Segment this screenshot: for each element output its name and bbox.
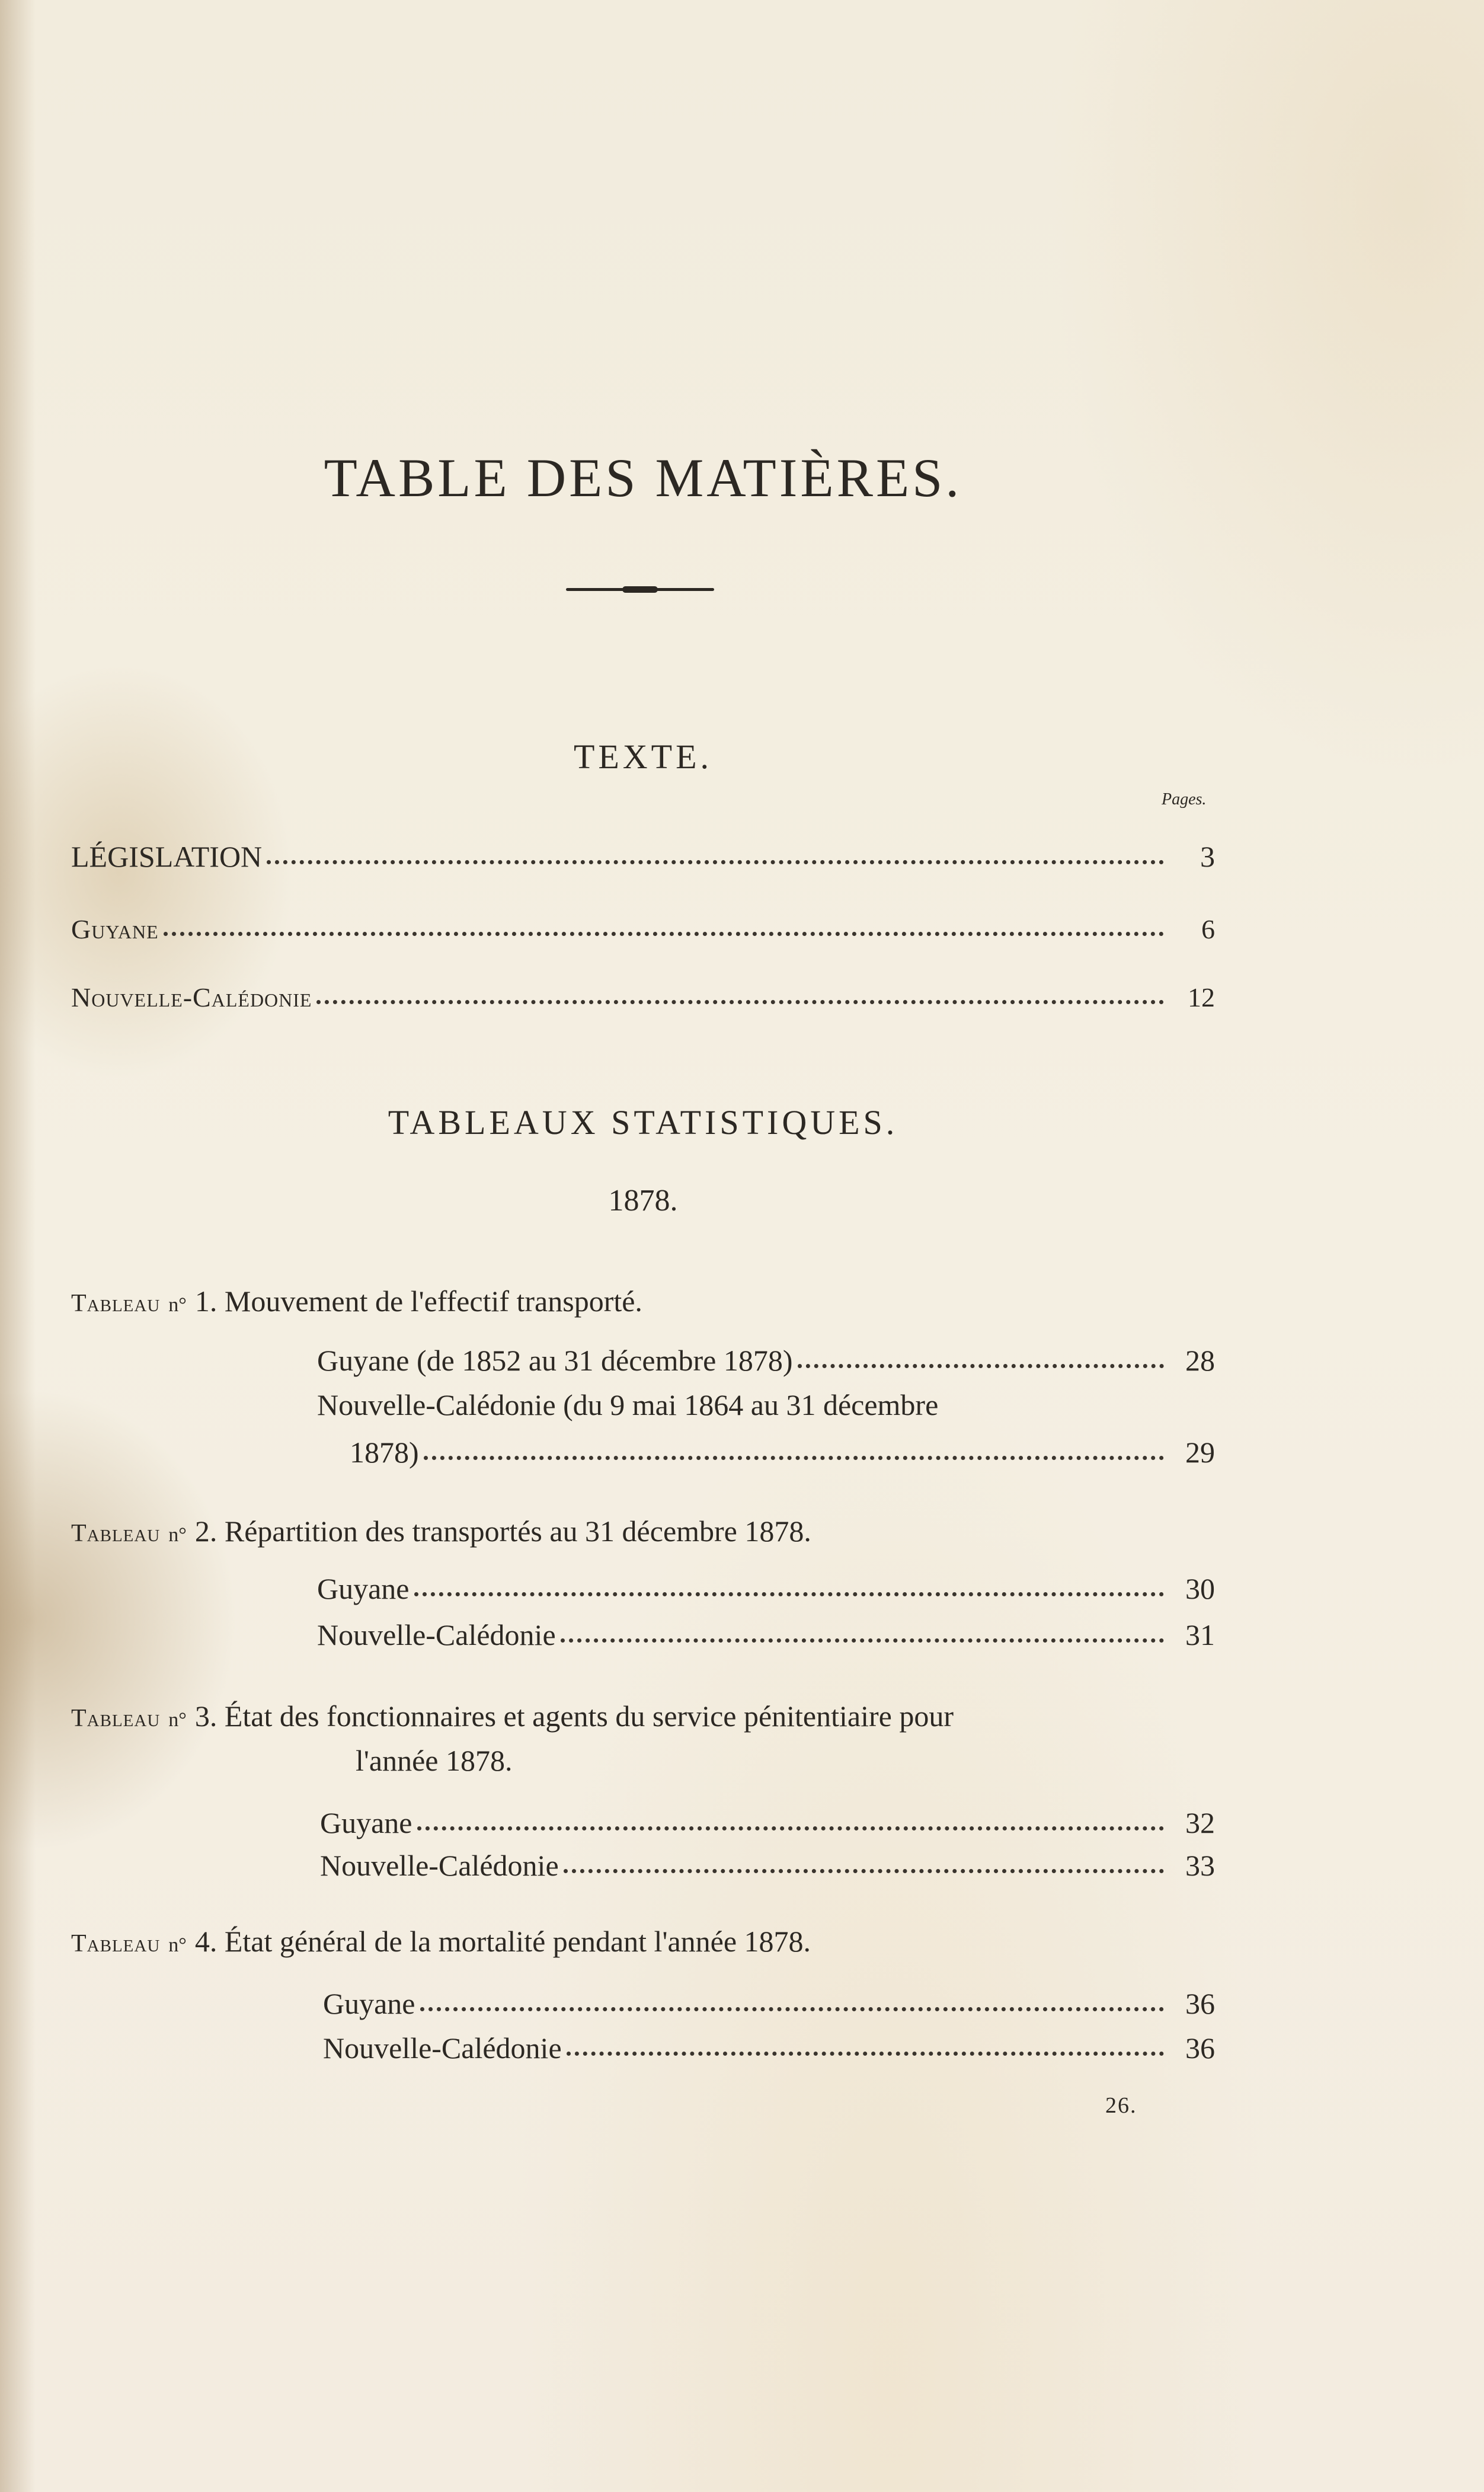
dot-leader bbox=[567, 2052, 1164, 2056]
toc-entry-guyane[interactable] bbox=[71, 916, 1215, 943]
toc-entry-tableau-4-guyane[interactable] bbox=[323, 1989, 1215, 2018]
section-heading-texte: TEXTE. bbox=[573, 737, 713, 776]
toc-entry-label: Nouvelle-Calédonie bbox=[317, 1618, 556, 1651]
page-title: TABLE DES MATIÈRES. bbox=[324, 448, 962, 508]
tableau-number-sign: n° bbox=[168, 1294, 187, 1316]
toc-entry-label: 1878) bbox=[350, 1436, 419, 1469]
toc-entry-label: Guyane bbox=[320, 1806, 412, 1839]
toc-entry-label: LÉGISLATION bbox=[71, 840, 263, 873]
toc-entry-tableau-1-nc-line1: Nouvelle-Calédonie (du 9 mai 1864 au 31 décembre bbox=[317, 1388, 939, 1421]
paper-edge-stain bbox=[0, 0, 36, 2492]
section-year: 1878. bbox=[608, 1184, 678, 1218]
toc-entry-page: 36 bbox=[1185, 2031, 1215, 2065]
section-heading-tableaux: TABLEAUX STATISTIQUES. bbox=[388, 1103, 898, 1142]
toc-entry-tableau-1-nouvelle-caledonie[interactable] bbox=[350, 1437, 1215, 1467]
toc-entry-tableau-3-guyane[interactable] bbox=[320, 1808, 1215, 1838]
toc-entry-page: 28 bbox=[1185, 1344, 1215, 1377]
dot-leader bbox=[417, 1826, 1165, 1830]
tableau-1-heading bbox=[71, 1286, 642, 1316]
dot-leader bbox=[561, 1638, 1164, 1643]
tableau-label: Tableau bbox=[71, 1930, 161, 1957]
tableau-3-title-continuation: l'année 1878. bbox=[356, 1744, 513, 1777]
tableau-title: Répartition des transportés au 31 décembre 1878. bbox=[224, 1515, 811, 1548]
tableau-label: Tableau bbox=[71, 1290, 161, 1317]
tableau-number: 2. bbox=[194, 1515, 218, 1548]
toc-entry-page: 36 bbox=[1185, 1987, 1215, 2020]
toc-entry-label: Guyane (de 1852 au 31 décembre 1878) bbox=[317, 1344, 793, 1377]
tableau-number-sign: n° bbox=[168, 1709, 187, 1731]
toc-entry-page: 32 bbox=[1185, 1806, 1215, 1839]
dot-leader bbox=[798, 1364, 1165, 1368]
tableau-title: État des fonctionnaires et agents du service pénitentiaire pour bbox=[224, 1699, 954, 1733]
toc-entry-page: 12 bbox=[1188, 982, 1215, 1012]
toc-entry-tableau-3-nouvelle-caledonie[interactable] bbox=[320, 1851, 1215, 1880]
toc-entry-label: Nouvelle-Calédonie bbox=[320, 1849, 559, 1882]
dot-leader bbox=[424, 1456, 1164, 1460]
toc-entry-tableau-2-guyane[interactable] bbox=[317, 1574, 1215, 1603]
tableau-number: 4. bbox=[194, 1925, 218, 1958]
signature-mark: 26. bbox=[1105, 2093, 1137, 2118]
toc-entry-page: 31 bbox=[1185, 1618, 1215, 1651]
dot-leader bbox=[164, 932, 1164, 936]
toc-entry-page: 33 bbox=[1185, 1849, 1215, 1882]
toc-entry-page: 30 bbox=[1185, 1572, 1215, 1605]
toc-entry-tableau-2-nouvelle-caledonie[interactable] bbox=[317, 1620, 1215, 1650]
toc-entry-label: Guyane bbox=[317, 1572, 410, 1605]
pages-column-header: Pages. bbox=[1162, 790, 1207, 809]
tableau-2-heading bbox=[71, 1516, 811, 1546]
toc-entry-legislation[interactable] bbox=[71, 842, 1215, 871]
tableau-number-sign: n° bbox=[168, 1934, 187, 1956]
dot-leader bbox=[414, 1592, 1165, 1596]
toc-entry-label: Nouvelle-Calédonie bbox=[71, 982, 312, 1012]
tableau-title: État général de la mortalité pendant l'année 1878. bbox=[224, 1925, 811, 1958]
toc-entry-page: 3 bbox=[1200, 840, 1215, 873]
toc-entry-label: Guyane bbox=[323, 1987, 415, 2020]
dot-leader bbox=[420, 2007, 1165, 2011]
dot-leader bbox=[316, 1000, 1164, 1004]
dot-leader bbox=[267, 860, 1164, 864]
tableau-number: 1. bbox=[194, 1285, 218, 1318]
toc-entry-nouvelle-caledonie[interactable] bbox=[71, 984, 1215, 1011]
dot-leader bbox=[564, 1869, 1164, 1873]
tableau-label: Tableau bbox=[71, 1705, 161, 1732]
tableau-number-sign: n° bbox=[168, 1524, 187, 1546]
tableau-label: Tableau bbox=[71, 1520, 161, 1547]
toc-entry-page: 6 bbox=[1201, 914, 1215, 944]
toc-entry-label: Nouvelle-Calédonie bbox=[323, 2031, 562, 2065]
tableau-4-heading bbox=[71, 1926, 811, 1956]
tableau-number: 3. bbox=[194, 1699, 218, 1733]
tableau-3-heading bbox=[71, 1701, 954, 1731]
toc-entry-label: Guyane bbox=[71, 914, 159, 944]
toc-entry-tableau-1-guyane[interactable] bbox=[317, 1346, 1215, 1375]
toc-entry-tableau-4-nouvelle-caledonie[interactable] bbox=[323, 2033, 1215, 2063]
tableau-title: Mouvement de l'effectif transporté. bbox=[224, 1285, 642, 1318]
title-rule bbox=[566, 588, 714, 591]
toc-entry-page: 29 bbox=[1185, 1436, 1215, 1469]
